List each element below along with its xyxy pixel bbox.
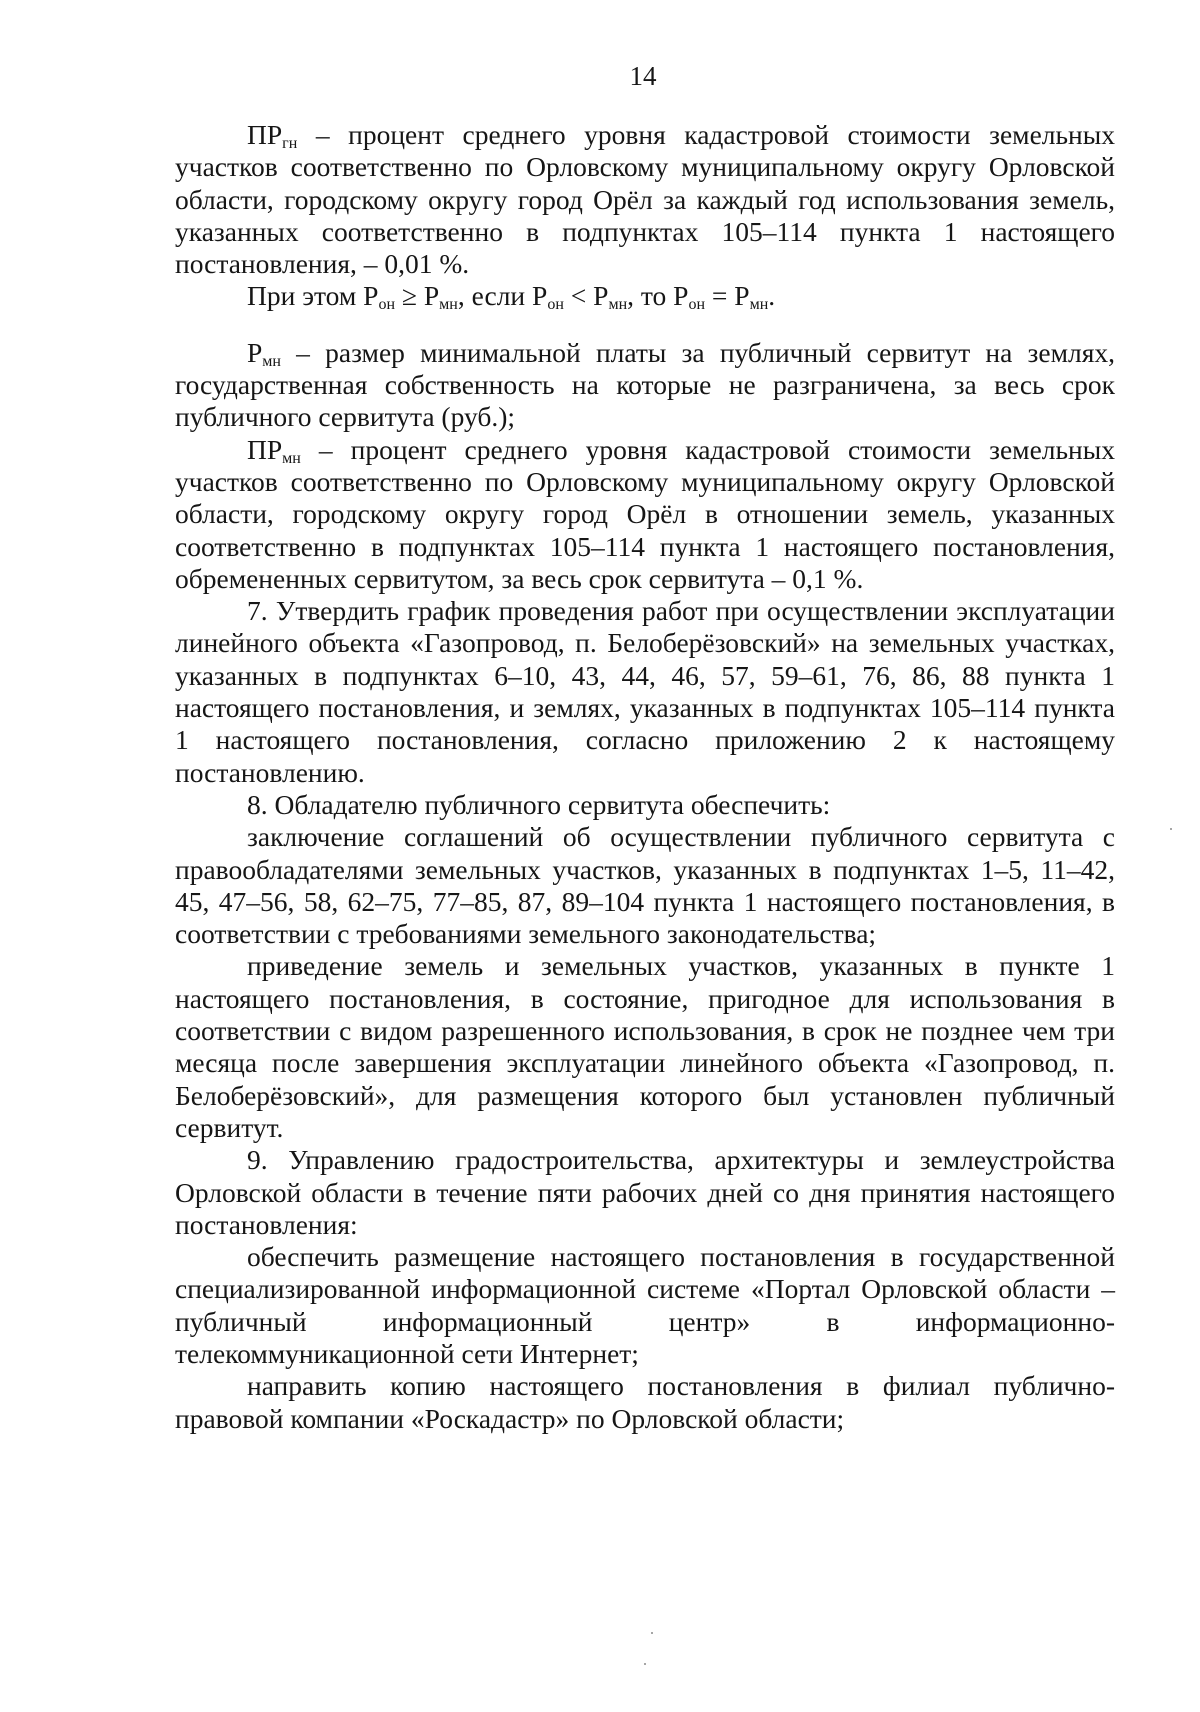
condition-text: .: [768, 280, 776, 312]
definition-text: – процент среднего уровня кадастровой стоимости земельных участков соответственно по Орловскому муниципальному округу Орловской области, городскому округу город Орёл за каждый год использования земель, указанных соответственно в подпунктах 105–114 пункта 1 настоящего постановления, – 0,01 %.: [175, 119, 1115, 280]
paragraph-item-8: 8. Обладателю публичного сервитута обеспечить:: [247, 788, 831, 820]
condition-subscript: он: [688, 296, 706, 314]
paragraph-item-7: 7. Утвердить график проведения работ при осуществлении эксплуатации линейного объекта «Газопровод, п. Белоберёзовский» на земельных участках, указанных в подпунктах 6–10, 43, 44, 46, 57, 59–61, 76, 86, 88 пункта 1 настоящего постановления, и землях, указанных в подпунктах 105–114 пункта 1 настоящего постановления, согласно приложению 2 к настоящему постановлению.: [175, 595, 1115, 788]
condition-subscript: он: [378, 296, 396, 314]
condition-text: , то Р: [627, 280, 689, 312]
symbol-p: Р: [247, 336, 263, 368]
condition-text: , если Р: [457, 280, 548, 312]
condition-subscript: мн: [749, 296, 769, 314]
paragraph-item-9: 9. Управлению градостроительства, архитектуры и землеустройства Орловской области в течение пяти рабочих дней со дня принятия настоящего постановления:: [175, 1144, 1115, 1240]
condition-text: При этом Р: [247, 280, 379, 312]
condition-text: ≥ Р: [395, 280, 440, 312]
paragraph-item-8-restoration: приведение земель и земельных участков, указанных в пункте 1 настоящего постановления, в состояние, пригодное для использования в соответствии с видом разрешенного использования, в срок не позднее чем три месяца после завершения эксплуатации линейного объекта «Газопровод, п. Белоберёзовский», для размещения которого был установлен публичный сервитут.: [175, 950, 1115, 1143]
condition-subscript: мн: [608, 296, 628, 314]
definition-text: – процент среднего уровня кадастровой стоимости земельных участков соответственно по Орловскому муниципальному округу Орловской области, городскому округу город Орёл в отношении земель, указанных соответственно в подпунктах 105–114 пункта 1 настоящего постановления, обремененных сервитутом, за весь срок сервитута – 0,1 %.: [175, 433, 1115, 594]
paragraph-pr-gn-definition: [175, 119, 1115, 280]
paragraph-condition: [175, 280, 1115, 312]
paragraph-item-8-agreements: заключение соглашений об осуществлении публичного сервитута с правообладателями земельных участков, указанных в подпунктах 1–5, 11–42, 45, 47–56, 58, 62–75, 77–85, 87, 89–104 пункта 1 настоящего постановления, в соответствии с требованиями земельного законодательства;: [175, 821, 1115, 950]
definition-text: – размер минимальной платы за публичный сервитут на землях, государственная собственность на которые не разграничена, за весь срок публичного сервитута (руб.);: [175, 336, 1115, 433]
scan-speck: [1170, 828, 1172, 830]
condition-subscript: мн: [439, 296, 458, 314]
scan-speck: [651, 1632, 653, 1634]
symbol-pr: ПР: [247, 433, 283, 465]
document-body: [175, 119, 1115, 1435]
symbol-pr: ПР: [247, 119, 283, 150]
paragraph-item-9-copy: направить копию настоящего постановления в филиал публично-правовой компании «Роскадастр» по Орловской области;: [175, 1370, 1115, 1434]
subscript-gn: гн: [282, 135, 298, 152]
paragraph-p-mn-definition: [175, 337, 1115, 434]
subscript-mn: мн: [282, 449, 301, 467]
subscript-mn: мн: [262, 352, 281, 370]
condition-subscript: он: [547, 296, 564, 314]
paragraph-item-9-publication: обеспечить размещение настоящего постановления в государственной специализированной информационной системе «Портал Орловской области – публичный информационный центр» в информационно-телекоммуникационной сети Интернет;: [175, 1241, 1115, 1369]
page-number: 14: [629, 61, 657, 91]
condition-text: = Р: [705, 280, 750, 312]
condition-text: < Р: [563, 280, 609, 312]
paragraph-pr-mn-definition: [175, 434, 1115, 595]
scan-speck: [644, 1663, 646, 1665]
